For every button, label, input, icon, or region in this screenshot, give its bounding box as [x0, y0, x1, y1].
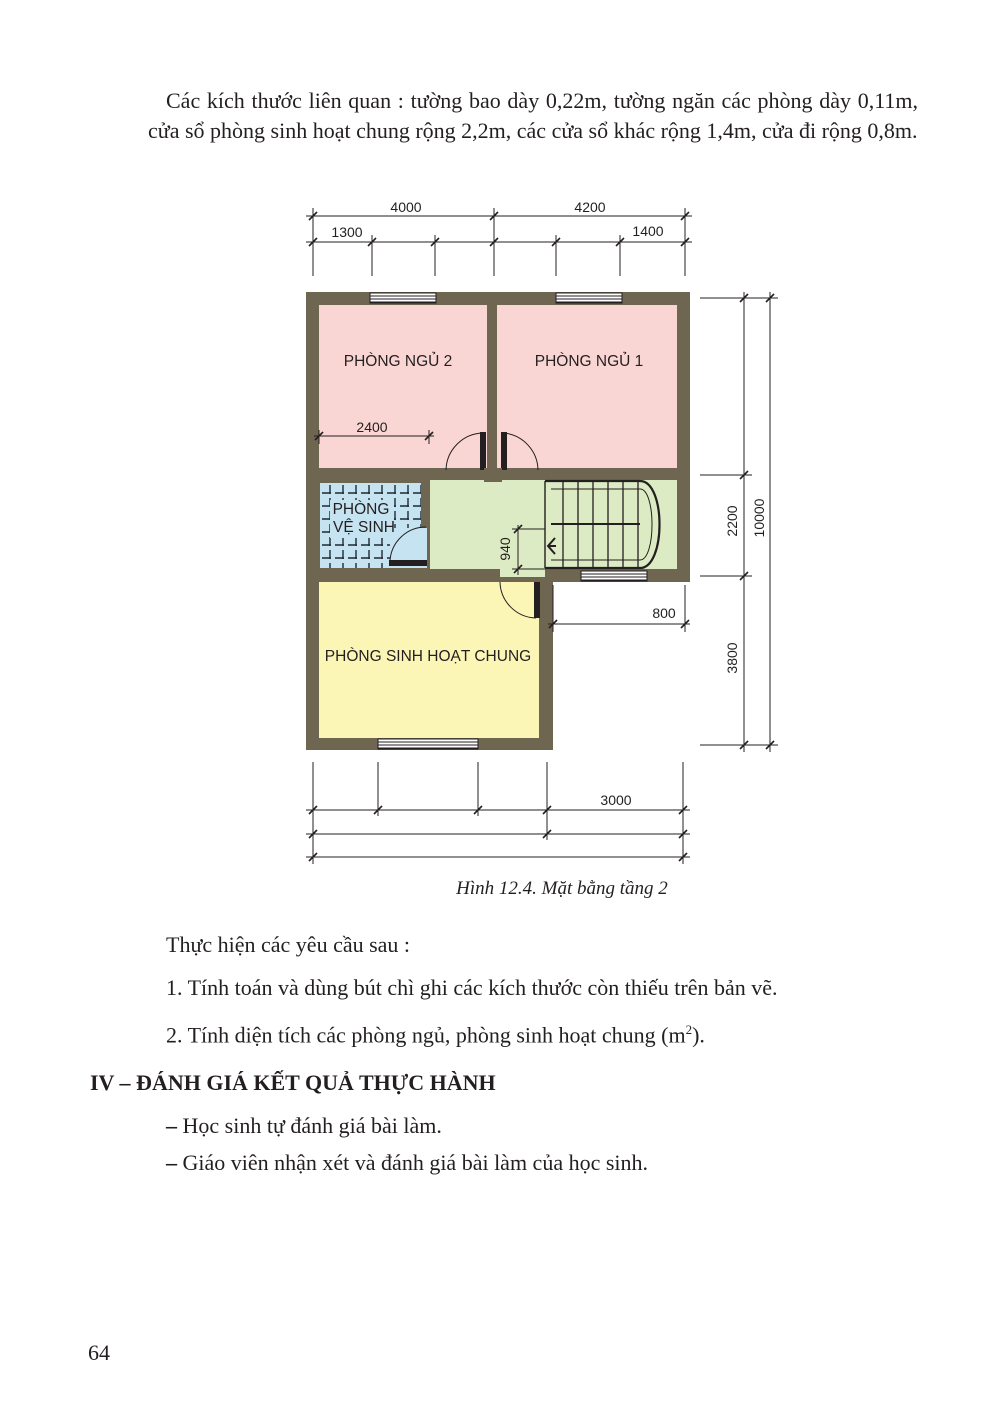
bullet-dash: – [166, 1150, 177, 1175]
label-bathroom-line1: PHÒNG [332, 501, 390, 518]
top-dimension-lines [306, 208, 692, 276]
task-item-2-text: 2. Tính diện tích các phòng ngủ, phòng sinh hoạt chung (m [166, 1022, 686, 1048]
section-heading: IV – ĐÁNH GIÁ KẾT QUẢ THỰC HÀNH [90, 1070, 496, 1095]
bullet-item [166, 1148, 648, 1178]
bullet-text: Học sinh tự đánh giá bài làm. [182, 1113, 442, 1138]
bullet-dash: – [166, 1113, 177, 1138]
bullet-text: Giáo viên nhận xét và đánh giá bài làm của học sinh. [182, 1150, 649, 1175]
task-item-2 [166, 1015, 705, 1050]
bedroom-1 [497, 305, 677, 468]
label-bedroom-1: PHÒNG NGỦ 1 [534, 353, 644, 370]
hall-bottom-strip [500, 569, 545, 577]
label-bathroom-line2: VỆ SINH [332, 519, 396, 536]
partition-hall-bottom [428, 569, 500, 575]
dim-1400: 1400 [632, 223, 664, 239]
dim-2200: 2200 [724, 505, 740, 537]
dim-1300: 1300 [331, 224, 363, 240]
bedroom-2 [319, 305, 487, 468]
dim-2400: 2400 [356, 419, 388, 435]
intro-rest: 0,11m, cửa sổ phòng sinh hoạt chung rộng 2,2m, các cửa sổ khác rộng 1,4m, cửa đi rộng 0,8m. [148, 88, 918, 143]
label-living-room: PHÒNG SINH HOẠT CHUNG [324, 648, 532, 665]
dim-10000: 10000 [751, 498, 767, 538]
dim-4000: 4000 [390, 199, 422, 215]
dim-3000: 3000 [600, 792, 632, 808]
staircase [545, 481, 676, 568]
dim-3800: 3800 [724, 642, 740, 674]
task-item-2-suffix: ). [692, 1022, 705, 1048]
page-number: 64 [88, 1340, 110, 1365]
window-living [378, 739, 478, 749]
door-pillar [484, 468, 502, 482]
dim-800: 800 [652, 605, 676, 621]
bullet-item [166, 1111, 442, 1141]
window-bedroom-2 [370, 293, 436, 303]
intro-first-line: Các kích thước liên quan : tường bao dày 0,22m, tường ngăn các phòng dày [166, 88, 851, 113]
label-bedroom-2: PHÒNG NGỦ 2 [343, 353, 453, 370]
dim-940: 940 [497, 537, 513, 561]
figure-caption: Hình 12.4. Mặt bằng tầng 2 [456, 878, 668, 899]
dim-4200: 4200 [574, 199, 606, 215]
task-item-1: 1. Tính toán và dùng bút chì ghi các kích thước còn thiếu trên bản vẽ. [166, 975, 778, 1000]
window-bedroom-1 [556, 293, 622, 303]
bottom-dimension-lines [306, 762, 690, 864]
tasks-intro: Thực hiện các yêu cầu sau : [166, 932, 411, 957]
window-stair [581, 571, 647, 581]
superscript-2: 2 [685, 1022, 693, 1037]
